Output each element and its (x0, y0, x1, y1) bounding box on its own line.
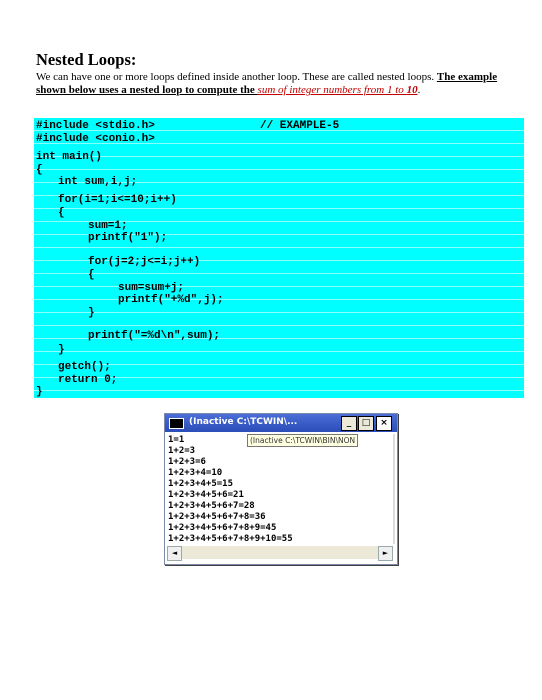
output-line: 1+2+3+4=10 (168, 468, 223, 478)
code-line: { (58, 207, 65, 219)
output-line: 1+2+3+4+5+6+7+8+9=45 (168, 523, 277, 533)
code-line: } (58, 344, 65, 356)
output-line: 1+2+3+4+5+6+7+8+9+10=55 (168, 534, 293, 544)
intro-text: We can have one or more loops defined inside another loop. These are called nested loops. (36, 71, 437, 83)
intro-period: . (417, 84, 421, 96)
code-comment: // EXAMPLE-5 (260, 120, 340, 132)
code-line: return 0; (58, 374, 118, 386)
horizontal-scrollbar[interactable] (167, 546, 393, 559)
code-line: printf("1"); (88, 232, 168, 244)
code-line: #include <conio.h> (36, 133, 155, 145)
code-line: } (36, 386, 43, 398)
scroll-left-icon[interactable]: ◄ (167, 546, 182, 561)
maximize-button[interactable]: □ (358, 416, 374, 431)
console-app-icon (169, 418, 184, 429)
output-line: 1+2+3+4+5+6+7=28 (168, 501, 255, 511)
code-line: { (36, 164, 43, 176)
output-line: 1+2=3 (168, 446, 196, 456)
intro-highlight-text: sum of integer numbers from 1 to (257, 84, 407, 96)
vertical-scrollbar[interactable] (393, 434, 395, 544)
code-line: printf("+%d",j); (118, 294, 224, 306)
title-tooltip: (Inactive C:\TCWIN\BIN\NON (247, 434, 358, 447)
scroll-right-icon[interactable]: ► (378, 546, 393, 561)
console-window[interactable] (164, 413, 398, 565)
code-line: } (88, 307, 95, 319)
code-line: getch(); (58, 361, 111, 373)
code-line: for(i=1;i<=10;i++) (58, 194, 177, 206)
code-line: sum=1; (88, 220, 128, 232)
intro-example-text: The example shown below uses a nested loop to compute the (36, 71, 498, 96)
console-titlebar[interactable] (165, 414, 397, 432)
code-line: { (88, 269, 95, 281)
code-line: int main() (36, 151, 103, 163)
minimize-button[interactable]: _ (341, 416, 357, 431)
output-line: 1+2+3+4+5=15 (168, 479, 234, 489)
intro-paragraph (36, 71, 526, 97)
code-line: for(j=2;j<=i;j++) (88, 256, 201, 268)
code-line: #include <stdio.h> (36, 120, 155, 132)
output-line: 1+2+3+4+5+6+7+8=36 (168, 512, 266, 522)
code-line: printf("=%d\n",sum); (88, 330, 221, 342)
intro-highlight-number: 10 (406, 84, 418, 96)
code-block (34, 118, 524, 398)
page-title: Nested Loops: (36, 50, 137, 69)
output-line: 1=1 (168, 435, 185, 445)
output-line: 1+2+3=6 (168, 457, 206, 467)
output-line: 1+2+3+4+5+6=21 (168, 490, 244, 500)
code-line: int sum,i,j; (58, 176, 138, 188)
console-title: (Inactive C:\TCWIN\... (189, 417, 298, 427)
close-button[interactable]: × (376, 416, 392, 431)
code-line: sum=sum+j; (118, 282, 185, 294)
